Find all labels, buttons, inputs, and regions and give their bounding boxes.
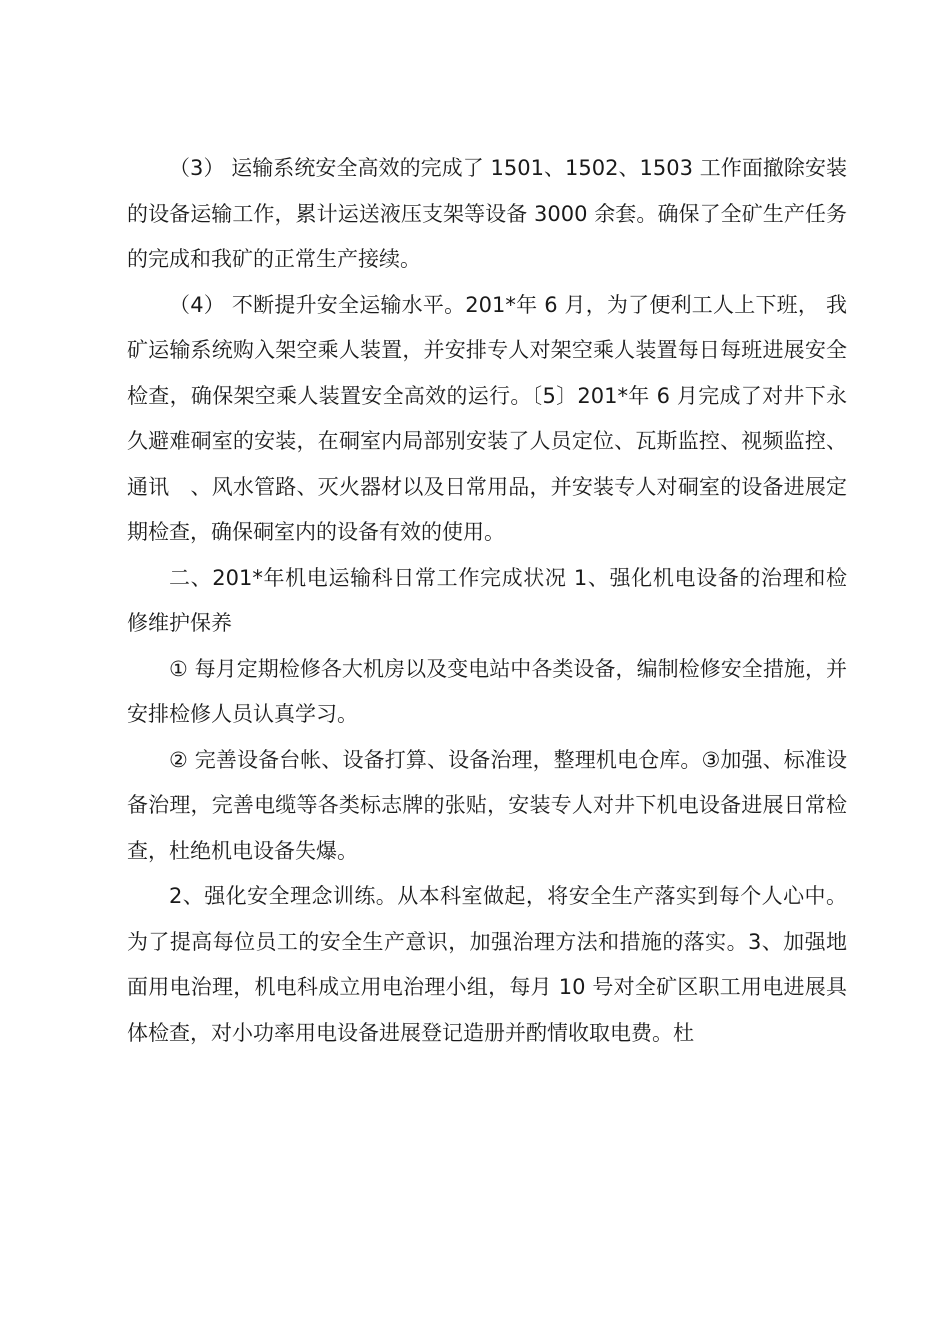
paragraph-safety-training: 2、强化安全理念训练。从本科室做起，将安全生产落实到每个人心中。为了提高每位员工的安全生产意识，加强治理方法和措施的落实。3、加强地面用电治理，机电科成立用电治理小组，每月 10 号对全矿区职工用电进展具体检查，对小功率用电设备进展登记造册并酌情收取电费。杜 [127, 884, 847, 1045]
paragraph-transport-improvement: （4） 不断提升安全运输水平。201*年 6 月，为了便利工人上下班， 我矿运输系统购入架空乘人装置，并安排专人对架空乘人装置每日每班进展安全检查，确保架空乘人装置安全高效的运行。〔5〕201*年 6 月完成了对井下永久避难硐室的安装，在硐室内局部别安装了人员定位、瓦斯监控、视频监控、通讯 、风水管路、灭火器材以及日常用品，并安装专人对硐室的设备进展定期检查，确保硐室内的设备有效的使用。 [127, 292, 847, 544]
paragraph-section-two-heading: 二、201*年机电运输科日常工作完成状况 1、强化机电设备的治理和检修维护保养 [127, 565, 847, 635]
document-body [127, 146, 847, 1056]
paragraph-transport-completion: （3） 运输系统安全高效的完成了 1501、1502、1503 工作面撤除安装的设备运输工作，累计运送液压支架等设备 3000 余套。确保了全矿生产任务的完成和我矿的正常生产接续。 [127, 156, 847, 271]
paragraph-monthly-maintenance: ① 每月定期检修各大机房以及变电站中各类设备，编制检修安全措施，并安排检修人员认真学习。 [127, 656, 847, 726]
paragraph-equipment-management: ② 完善设备台帐、设备打算、设备治理，整理机电仓库。③加强、标准设备治理，完善电缆等各类标志牌的张贴，安装专人对井下机电设备进展日常检查，杜绝机电设备失爆。 [127, 747, 847, 863]
